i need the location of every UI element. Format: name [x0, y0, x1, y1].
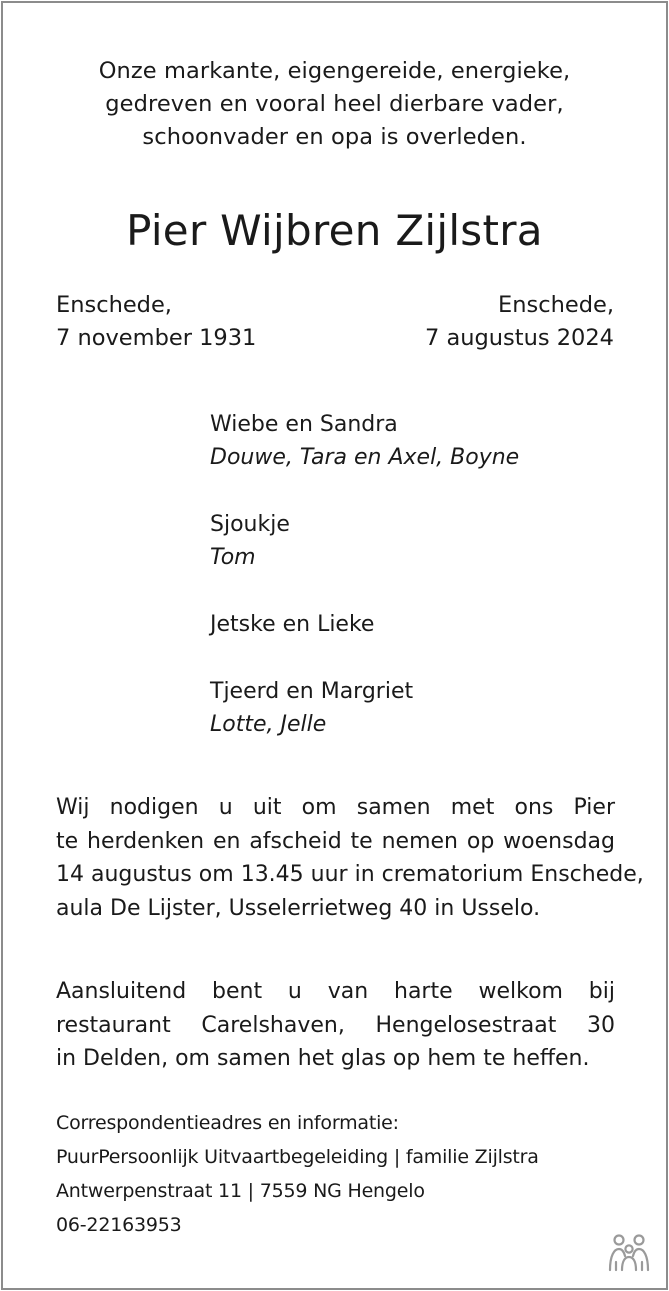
- contact-line: PuurPersoonlijk Uitvaartbegeleiding | familie Zijlstra: [56, 1146, 539, 1168]
- family-group: [210, 675, 519, 741]
- family-children: Lotte, Jelle: [210, 712, 327, 737]
- contact-phone: 06-22163953: [56, 1214, 182, 1236]
- family-parents: Jetske en Lieke: [210, 612, 375, 637]
- family-list: [210, 408, 519, 775]
- contact-heading: Correspondentieadres en informatie:: [56, 1112, 399, 1134]
- ceremony-line: aula De Lijster, Usselerrietweg 40 in Usselo.: [56, 895, 541, 921]
- reception-line: restaurant Carelshaven, Hengelosestraat 30: [56, 1012, 615, 1038]
- reception-line: Aansluitend bent u van harte welkom bij: [56, 979, 615, 1004]
- ceremony-line: 14 augustus om 13.45 uur in crematorium Enschede,: [56, 862, 644, 887]
- ceremony-line: te herdenken en afscheid te nemen op woensdag: [56, 828, 615, 854]
- intro-line: gedreven en vooral heel dierbare vader,: [105, 91, 564, 117]
- birth-place: Enschede,: [56, 292, 172, 318]
- reception-paragraph: [56, 975, 615, 1076]
- birth-date: 7 november 1931: [56, 325, 257, 351]
- ceremony-paragraph: [56, 791, 644, 925]
- deceased-name: Pier Wijbren Zijlstra: [126, 206, 543, 255]
- family-children: Douwe, Tara en Axel, Boyne: [210, 445, 520, 470]
- intro-text: [3, 55, 666, 154]
- death-info: [425, 289, 614, 355]
- death-date: 7 augustus 2024: [425, 325, 614, 351]
- obituary-card: [1, 1, 668, 1290]
- family-group: [210, 408, 519, 474]
- contact-info: [56, 1106, 539, 1242]
- family-children: Tom: [210, 545, 256, 570]
- intro-line: schoonvader en opa is overleden.: [142, 124, 527, 150]
- intro-line: Onze markante, eigengereide, energieke,: [98, 58, 571, 84]
- birth-info: [56, 289, 256, 355]
- family-group-icon: [606, 1232, 652, 1272]
- reception-line: in Delden, om samen het glas op hem te heffen.: [56, 1046, 590, 1071]
- family-group: [210, 608, 519, 641]
- family-parents: Wiebe en Sandra: [210, 412, 398, 437]
- family-parents: Sjoukje: [210, 512, 290, 537]
- family-group: [210, 508, 519, 574]
- ceremony-line: Wij nodigen u uit om samen met ons Pier: [56, 795, 615, 820]
- contact-line: Antwerpenstraat 11 | 7559 NG Hengelo: [56, 1180, 425, 1202]
- death-place: Enschede,: [498, 292, 614, 318]
- family-parents: Tjeerd en Margriet: [210, 679, 414, 704]
